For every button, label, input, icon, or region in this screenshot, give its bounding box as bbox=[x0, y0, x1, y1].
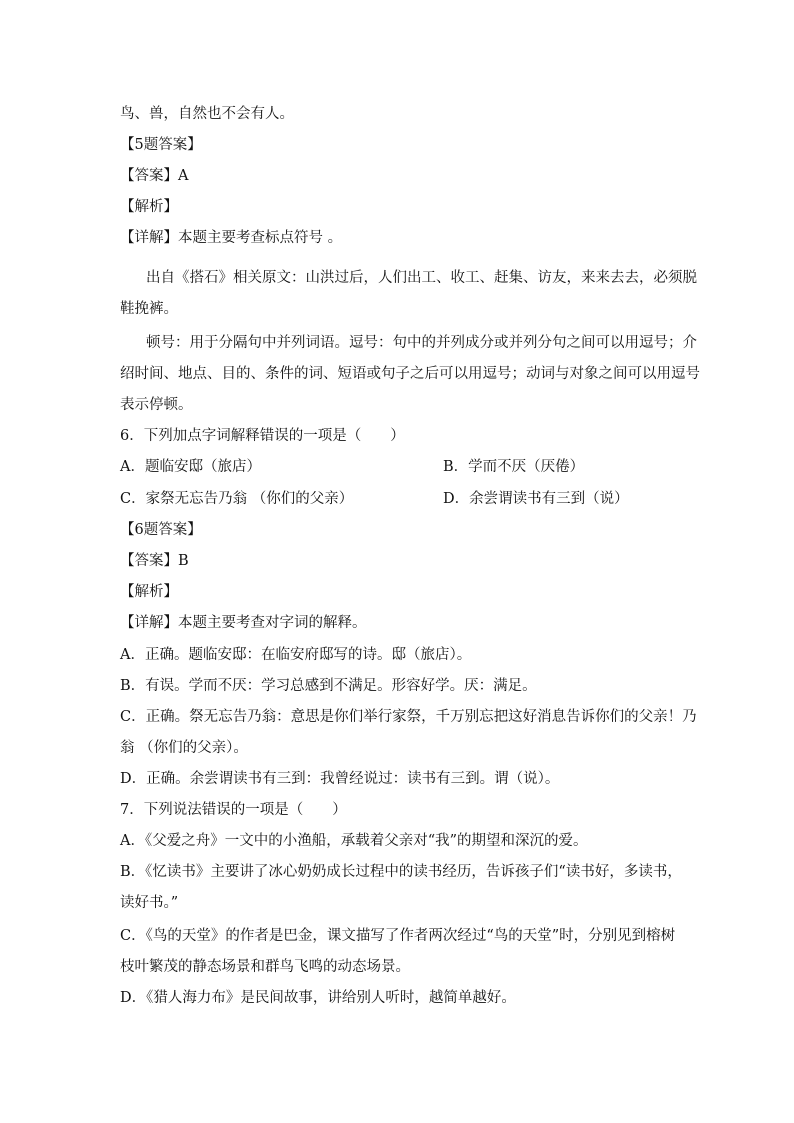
text-line: B．有误。学而不厌：学习总感到不满足。形容好学。厌：满足。 bbox=[120, 678, 537, 694]
option-b: B．学而不厌（厌倦） bbox=[443, 459, 585, 475]
text-line: A．正确。题临安邸：在临安府邸写的诗。邸（旅店）。 bbox=[120, 647, 472, 663]
answer-heading-5: 【5题答案】 bbox=[120, 137, 202, 153]
text-line: 鸟、兽，自然也不会有人。 bbox=[120, 106, 294, 122]
option-a: A．《父爱之舟》一文中的小渔船，承载着父亲对“我”的期望和深沉的爱。 bbox=[120, 833, 588, 849]
analysis-heading-5: 【解析】 bbox=[120, 199, 178, 215]
question-7: 7．下列说法错误的一项是（ ） bbox=[120, 802, 347, 818]
answer-heading-6: 【6题答案】 bbox=[120, 522, 202, 538]
answer-line-6: 【答案】B bbox=[120, 553, 189, 569]
option-c: C．家祭无忘告乃翁 （你们的父亲） bbox=[120, 491, 354, 507]
text-line: 枝叶繁茂的静态场景和群鸟飞鸣的动态场景。 bbox=[120, 959, 410, 975]
question-6: 6．下列加点字词解释错误的一项是（ ） bbox=[120, 428, 405, 444]
option-a: A．题临安邸（旅店） bbox=[120, 459, 261, 475]
analysis-heading-6: 【解析】 bbox=[120, 584, 178, 600]
text-line: C．正确。祭无忘告乃翁：意思是你们举行家祭，千万别忘把这好消息告诉你们的父亲！乃 bbox=[120, 709, 697, 725]
answer-line-5: 【答案】A bbox=[120, 168, 189, 184]
text-line: 翁 （你们的父亲）。 bbox=[120, 740, 248, 756]
option-d: D．《猎人海力布》是民间故事，讲给别人听时，越简单越好。 bbox=[120, 990, 516, 1006]
detail-line-5: 【详解】本题主要考查标点符号 。 bbox=[120, 230, 343, 246]
detail-line-6: 【详解】本题主要考查对字词的解释。 bbox=[120, 615, 367, 631]
option-c: C．《鸟的天堂》的作者是巴金，课文描写了作者两次经过“鸟的天堂”时，分别见到榕树 bbox=[120, 928, 676, 944]
text-line: 顿号：用于分隔句中并列词语。逗号：句中的并列成分或并列分句之间可以用逗号；介 bbox=[146, 335, 697, 351]
text-line: D．正确。余尝谓读书有三到：我曾经说过：读书有三到。谓（说）。 bbox=[120, 771, 560, 787]
text-line: 出自《搭石》相关原文：山洪过后，人们出工、收工、赶集、访友，来来去去，必须脱 bbox=[146, 270, 697, 286]
text-line: 鞋挽裤。 bbox=[120, 301, 178, 317]
text-line: 表示停顿。 bbox=[120, 397, 193, 413]
text-line: 读好书。” bbox=[120, 895, 179, 911]
text-line: 绍时间、地点、目的、条件的词、短语或句子之后可以用逗号；动词与对象之间可以用逗号 bbox=[120, 366, 700, 382]
option-b: B．《忆读书》主要讲了冰心奶奶成长过程中的读书经历，告诉孩子们“读书好，多读书， bbox=[120, 864, 682, 880]
option-d: D．余尝谓读书有三到（说） bbox=[443, 491, 629, 507]
